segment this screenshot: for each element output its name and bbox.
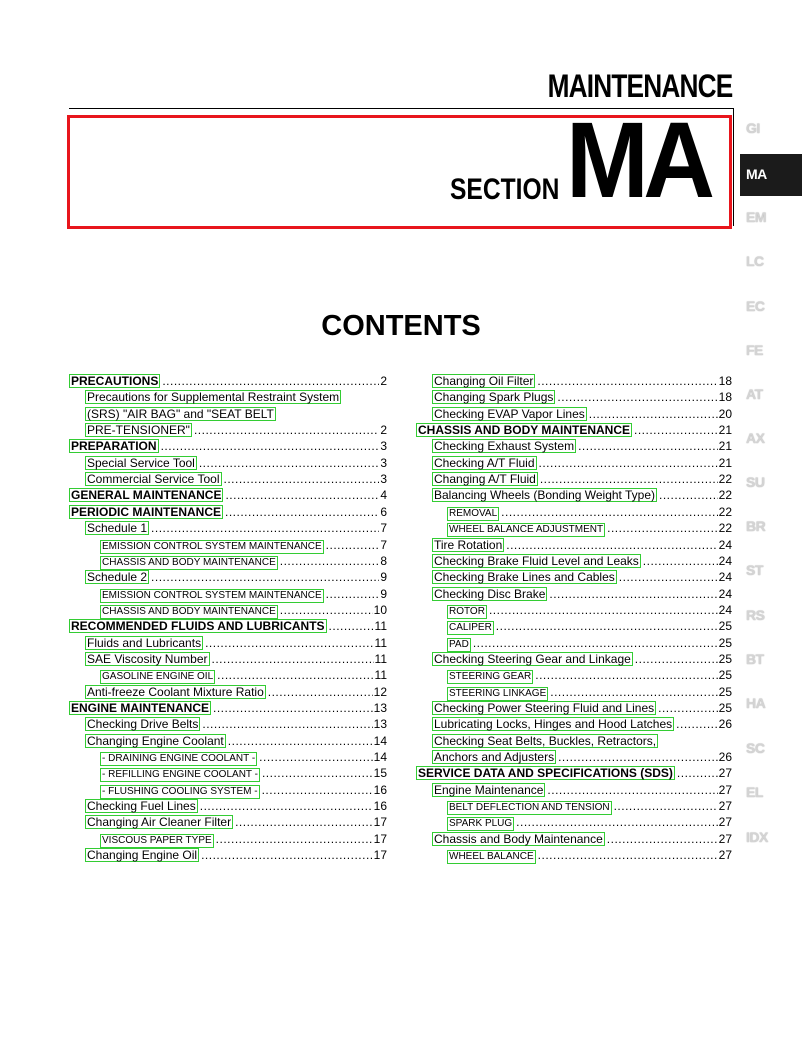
toc-entry[interactable] [416,570,732,585]
toc-entry-label[interactable]: REMOVAL [449,507,498,519]
toc-entry-label[interactable]: Checking Brake Fluid Level and Leaks [434,553,639,568]
dot-leader [162,374,379,389]
dot-leader [578,439,718,454]
dot-leader [677,766,718,781]
dot-leader [228,734,373,749]
toc-page-number: 22 [718,488,732,503]
dot-leader [489,603,718,618]
toc-entry[interactable] [416,603,732,618]
toc-entry-label[interactable]: Checking Brake Lines and Cables [434,570,615,585]
tab-at[interactable]: AT [746,386,763,402]
dot-leader [326,538,380,553]
tab-st[interactable]: ST [746,562,763,578]
toc-entry-label[interactable]: - REFILLING ENGINE COOLANT - [102,769,258,781]
toc-entry[interactable] [69,570,387,585]
toc-entry[interactable] [416,505,732,520]
toc-entry-label[interactable]: (SRS) "AIR BAG" and "SEAT BELT [87,406,274,421]
dot-leader [199,456,379,471]
toc-entry-label[interactable]: Special Service Tool [87,455,195,470]
toc-entry[interactable] [416,799,732,814]
toc-entry[interactable] [416,848,732,863]
toc-entry-label[interactable]: ROTOR [449,605,485,617]
toc-entry[interactable] [416,390,732,405]
toc-entry-label[interactable]: Changing Oil Filter [434,374,534,388]
tab-idx[interactable]: IDX [746,829,768,845]
dot-leader [202,717,372,732]
dot-leader [280,554,380,569]
tab-bt[interactable]: BT [746,651,764,667]
toc-page-number: 25 [718,684,732,699]
toc-entry-label[interactable]: GENERAL MAINTENANCE [71,488,222,503]
section-code: MA [566,99,710,220]
toc-entry[interactable] [69,783,387,798]
dot-leader [535,668,717,683]
toc-page-number: 25 [718,701,732,715]
toc-entry[interactable] [416,538,732,553]
toc-entry[interactable] [416,619,732,634]
toc-entry-label[interactable]: SAE Viscosity Number [87,651,208,666]
tab-ax[interactable]: AX [746,430,765,446]
dot-leader [496,619,718,634]
toc-entry[interactable] [416,701,732,716]
dot-leader [194,423,379,438]
toc-entry-label[interactable]: Schedule 2 [87,570,148,585]
dot-leader [473,636,718,651]
toc-entry-label[interactable]: Fluids and Lubricants [87,635,202,650]
toc-entry-label[interactable]: WHEEL BALANCE ADJUSTMENT [449,524,604,536]
dot-leader [151,521,379,536]
toc-page-number: 10 [373,602,387,617]
toc-page-number: 2 [380,423,387,438]
toc-entry[interactable] [416,587,732,602]
toc-entry[interactable] [69,815,387,830]
dot-leader [538,848,718,863]
toc-page-number: 27 [718,848,732,863]
dot-leader [200,799,373,814]
tab-el[interactable]: EL [746,784,763,800]
tab-br[interactable]: BR [746,518,766,534]
toc-entry-label[interactable]: - DRAINING ENGINE COOLANT - [102,753,256,765]
toc-entry-label[interactable]: Schedule 1 [87,521,148,536]
toc-entry[interactable] [69,439,387,454]
toc-page-number: 9 [380,586,387,601]
toc-entry[interactable] [416,750,732,765]
dot-leader [658,701,718,716]
toc-entry[interactable] [69,832,387,847]
toc-entry[interactable] [69,734,387,749]
toc-page-number: 24 [718,570,732,585]
toc-page-number: 21 [718,455,732,470]
toc-page-number: 3 [380,439,387,454]
dot-leader [161,439,380,454]
toc-entry[interactable] [416,554,732,569]
toc-entry[interactable] [69,587,387,602]
toc-page-number: 9 [380,570,387,585]
toc-entry-label[interactable]: Balancing Wheels (Bonding Weight Type) [434,488,656,503]
tab-lc[interactable]: LC [746,253,764,269]
toc-entry[interactable] [416,668,732,683]
toc-page-number: 15 [373,766,387,781]
toc-entry-label[interactable]: CHASSIS AND BODY MAINTENANCE [418,423,631,438]
toc-page-number: 18 [718,374,732,388]
dot-leader [614,799,718,814]
toc-page-number: 17 [373,831,387,846]
toc-page-number: 11 [374,651,387,666]
toc-page-number: 25 [718,668,732,683]
toc-entry[interactable] [416,832,732,847]
toc-entry[interactable] [416,766,732,781]
tab-sc[interactable]: SC [746,740,765,756]
toc-page-number: 11 [374,635,387,650]
header-rule-vertical [733,108,734,226]
toc-entry-label[interactable]: Anti-freeze Coolant Mixture Ratio [87,684,264,699]
toc-entry[interactable] [416,423,732,438]
toc-entry[interactable] [69,750,387,765]
toc-page-number: 18 [718,390,732,405]
toc-entry-label[interactable]: PRECAUTIONS [71,374,159,388]
toc-entry[interactable] [69,717,387,732]
toc-page-number: 3 [380,455,387,470]
toc-entry[interactable] [69,701,387,716]
tab-ha[interactable]: HA [746,695,766,711]
toc-entry[interactable] [416,783,732,798]
toc-page-number: 25 [718,651,732,666]
toc-entry-label[interactable]: BELT DEFLECTION AND TENSION [449,802,610,814]
toc-entry[interactable] [416,521,732,536]
dot-leader [607,521,718,536]
toc-entry[interactable] [69,390,387,405]
toc-page-number: 20 [718,406,732,421]
toc-entry[interactable] [69,423,387,438]
toc-entry-label[interactable]: EMISSION CONTROL SYSTEM MAINTENANCE [102,540,322,552]
toc-page-number: 11 [374,619,387,634]
toc-entry-label[interactable]: Lubricating Locks, Hinges and Hood Latches [434,717,673,732]
toc-entry-label[interactable]: PRE-TENSIONER" [87,423,190,438]
toc-entry[interactable] [416,636,732,651]
dot-leader [262,766,373,781]
dot-leader [539,456,718,471]
toc-entry-label[interactable]: - FLUSHING COOLING SYSTEM - [102,785,258,797]
toc-entry[interactable] [69,685,387,700]
dot-leader [201,848,373,863]
dot-leader [268,685,373,700]
manual-title: MAINTENANCE [547,68,732,104]
dot-leader [659,488,718,503]
toc-page-number: 13 [373,701,387,715]
dot-leader [151,570,379,585]
toc-entry[interactable] [69,456,387,471]
dot-leader [216,832,373,847]
dot-leader [501,505,717,520]
toc-entry-label[interactable]: Changing Engine Coolant [87,733,224,748]
dot-leader [550,685,717,700]
dot-leader [589,407,718,422]
toc-entry[interactable] [69,619,387,634]
toc-page-number: 21 [718,423,732,438]
toc-entry-label[interactable]: SPARK PLUG [449,818,513,830]
toc-entry[interactable] [416,685,732,700]
toc-page-number: 27 [718,815,732,830]
toc-entry[interactable] [416,717,732,732]
toc-page-number: 27 [718,766,732,781]
toc-page-number: 8 [380,553,387,568]
toc-page-number: 16 [373,782,387,797]
toc-entry-label[interactable]: GASOLINE ENGINE OIL [102,671,214,683]
toc-page-number: 24 [718,553,732,568]
toc-page-number: 27 [718,782,732,797]
dot-leader [506,538,717,553]
toc-page-number: 16 [373,799,387,814]
toc-entry-label[interactable]: EMISSION CONTROL SYSTEM MAINTENANCE [102,589,322,601]
dot-leader [217,668,373,683]
toc-entry-label[interactable]: Checking Drive Belts [87,717,199,732]
toc-entry-label[interactable]: Commercial Service Tool [87,472,220,487]
toc-entry[interactable] [69,407,387,422]
toc-entry[interactable] [69,668,387,683]
dot-leader [329,619,374,634]
toc-entry-label[interactable]: Checking Disc Brake [434,586,546,601]
toc-entry-label[interactable]: VISCOUS PAPER TYPE [102,834,212,846]
toc-entry-label[interactable]: Changing A/T Fluid [434,472,536,487]
toc-entry-label[interactable]: Checking Exhaust System [434,439,575,454]
dot-leader [635,652,718,667]
tab-fe[interactable]: FE [746,342,763,358]
dot-leader [643,554,718,569]
toc-entry[interactable] [416,488,732,503]
tab-su[interactable]: SU [746,474,765,490]
toc-entry[interactable] [69,472,387,487]
toc-page-number: 26 [718,717,732,732]
toc-page-number: 7 [380,521,387,536]
toc-entry-label[interactable]: CHASSIS AND BODY MAINTENANCE [102,605,276,617]
toc-page-number: 27 [718,831,732,846]
toc-page-number: 6 [380,504,387,519]
toc-entry[interactable] [69,538,387,553]
toc-entry-label[interactable]: CALIPER [449,622,492,634]
toc-entry[interactable] [69,636,387,651]
toc-page-number: 27 [718,799,732,814]
toc-page-number: 22 [718,521,732,536]
toc-entry-label[interactable]: PREPARATION [71,439,157,454]
tab-em[interactable]: EM [746,209,766,225]
dot-leader [205,636,373,651]
toc-entry-label[interactable]: Changing Engine Oil [87,848,198,863]
toc-entry-label[interactable]: Checking Seat Belts, Buckles, Retractors, [434,733,657,748]
contents-heading: CONTENTS [321,310,481,342]
toc-entry[interactable] [69,603,387,618]
dot-leader [537,374,717,389]
toc-entry[interactable] [69,766,387,781]
toc-entry-label[interactable]: Checking A/T Fluid [434,455,535,470]
toc-entry[interactable] [416,652,732,667]
toc-entry-label[interactable]: SERVICE DATA AND SPECIFICATIONS (SDS) [418,766,673,781]
toc-entry[interactable] [69,505,387,520]
toc-page-number: 7 [380,537,387,552]
toc-entry[interactable] [69,554,387,569]
toc-entry-label[interactable]: Changing Spark Plugs [434,390,554,405]
toc-page-number: 24 [718,586,732,601]
tab-ec[interactable]: EC [746,298,765,314]
toc-entry-label[interactable]: WHEEL BALANCE [449,851,534,863]
toc-page-number: 13 [373,717,387,732]
toc-entry[interactable] [69,488,387,503]
toc-page-number: 24 [718,602,732,617]
toc-entry-label[interactable]: RECOMMENDED FLUIDS AND LUBRICANTS [71,619,325,634]
toc-page-number: 25 [718,635,732,650]
tab-ma[interactable]: MA [740,154,802,196]
toc-page-number: 26 [718,750,732,765]
toc-entry[interactable] [416,407,732,422]
toc-entry[interactable] [69,374,387,389]
toc-page-number: 2 [380,374,387,388]
dot-leader [619,570,718,585]
toc-entry-label[interactable]: CHASSIS AND BODY MAINTENANCE [102,556,276,568]
toc-entry-label[interactable]: Engine Maintenance [434,782,544,797]
dot-leader [540,472,718,487]
toc-page-number: 17 [373,815,387,830]
toc-entry[interactable] [416,374,732,389]
toc-entry[interactable] [416,472,732,487]
dot-leader [225,488,379,503]
toc-entry-label[interactable]: Precautions for Supplemental Restraint System [87,390,340,405]
dot-leader [516,815,717,830]
dot-leader [212,652,374,667]
toc-entry-label[interactable]: STEERING LINKAGE [449,687,547,699]
toc-page-number: 3 [380,472,387,487]
tab-gi[interactable]: GI [746,120,760,136]
toc-entry[interactable] [416,734,732,749]
toc-entry-label[interactable]: Chassis and Body Maintenance [434,831,603,846]
toc-page-number: 12 [373,684,387,699]
section-label: SECTION [450,173,560,206]
dot-leader [213,701,373,716]
toc-entry[interactable] [416,456,732,471]
dot-leader [549,587,717,602]
toc-entry-label[interactable]: Checking Steering Gear and Linkage [434,651,631,666]
dot-leader [557,390,717,405]
toc-page-number: 25 [718,619,732,634]
toc-entry-label[interactable]: STEERING GEAR [449,671,532,683]
toc-page-number: 21 [718,439,732,454]
toc-page-number: 11 [374,668,387,683]
dot-leader [607,832,718,847]
toc-entry[interactable] [69,848,387,863]
dot-leader [259,750,372,765]
toc-entry-label[interactable]: Anchors and Adjusters [434,750,555,765]
toc-entry[interactable] [69,521,387,536]
toc-entry-label[interactable]: Checking EVAP Vapor Lines [434,406,585,421]
dot-leader [224,472,380,487]
tab-rs[interactable]: RS [746,607,765,623]
dot-leader [280,603,373,618]
toc-page-number: 22 [718,472,732,487]
toc-page-number: 14 [373,733,387,748]
toc-page-number: 17 [373,848,387,863]
toc-entry-label[interactable]: Tire Rotation [434,537,503,552]
dot-leader [547,783,717,798]
toc-entry[interactable] [416,439,732,454]
toc-entry-label[interactable]: PERIODIC MAINTENANCE [71,504,222,519]
toc-page-number: 14 [373,750,387,765]
toc-entry-label[interactable]: PAD [449,638,469,650]
toc-entry[interactable] [69,652,387,667]
dot-leader [326,587,380,602]
toc-entry-label[interactable]: Changing Air Cleaner Filter [87,815,232,830]
dot-leader [235,815,373,830]
toc-page-number: 24 [718,537,732,552]
toc-entry-label[interactable]: ENGINE MAINTENANCE [71,701,210,715]
toc-page-number: 22 [718,504,732,519]
dot-leader [676,717,717,732]
toc-entry[interactable] [69,799,387,814]
toc-page-number: 4 [380,488,387,503]
dot-leader [225,505,379,520]
dot-leader [262,783,373,798]
toc-entry-label[interactable]: Checking Fuel Lines [87,799,196,814]
toc-entry-label[interactable]: Checking Power Steering Fluid and Lines [434,701,655,715]
dot-leader [558,750,718,765]
dot-leader [634,423,718,438]
toc-entry[interactable] [416,815,732,830]
